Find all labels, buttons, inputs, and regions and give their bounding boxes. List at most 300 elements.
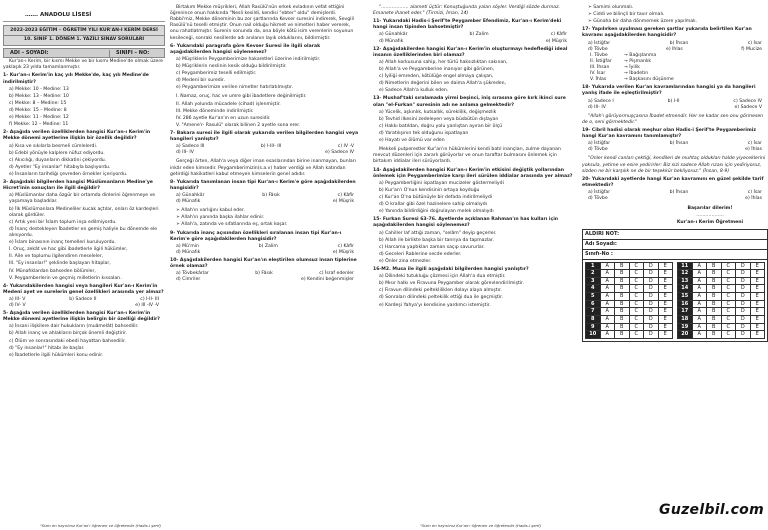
answer-bubble[interactable]: A — [692, 323, 707, 331]
option-list — [3, 247, 165, 282]
option-list — [373, 181, 573, 216]
question-6: 6- Yukarıdaki paragrafa göre Kevser Suresi ile ilgili olarak aşağıdakilerden hangisi söylenemez? — [170, 43, 321, 55]
answer-bubble[interactable]: C — [629, 331, 644, 339]
answer-bubble[interactable]: A — [692, 308, 707, 316]
answer-number: 12 — [678, 270, 693, 278]
answer-bubble[interactable]: D — [644, 262, 659, 270]
answer-bubble[interactable]: E — [750, 293, 765, 301]
option-row — [373, 32, 573, 44]
option-item: e) Önler zina etmezler. — [379, 258, 432, 264]
option-item: c) Kâfir — [337, 243, 354, 249]
option-item: e) Kardeşi Yahya'yı kendisine yardımcı istemiştir. — [379, 302, 491, 308]
answer-number: 19 — [678, 323, 693, 331]
answer-bubble[interactable]: E — [658, 262, 673, 270]
answer-bubble[interactable]: D — [736, 331, 751, 339]
option-row — [170, 193, 360, 205]
answer-bubble[interactable]: E — [658, 300, 673, 308]
match-item: I. Tövbe — [590, 52, 608, 58]
option-item: a) Günahkâr — [379, 32, 408, 38]
option-item: V. "Amene'r- Rasulü" olarak bilinen 2 ayetle sona erer. — [176, 122, 301, 128]
answer-bubble[interactable]: E — [658, 331, 673, 339]
option-item: e) Sadece Allah'a kulluk eden. — [379, 88, 449, 94]
option-item: b) Kur'an'ı O'nun kendisinin ortaya koyduğu — [379, 187, 480, 193]
option-list — [3, 193, 165, 246]
answer-bubble[interactable]: A — [692, 262, 707, 270]
option-item: e) İslam binasının inanç temelleri kuruluyordu. — [9, 240, 116, 246]
option-item: IV. Münafıklardan bahseden bölümler, — [9, 268, 96, 274]
answer-number: 4 — [586, 285, 601, 293]
option-item: c) Kur'an O'na bütünüyle bir defada indirilmeliydi — [379, 194, 493, 200]
option-item: a) Peygamberliğini ispatlayan mucizeler göstermeliydi — [379, 180, 504, 186]
answer-bubble[interactable]: B — [615, 315, 630, 323]
answer-bubble[interactable]: C — [629, 277, 644, 285]
option-item: e) Müşrik — [332, 199, 354, 205]
option-item: e) İbadetlerle ilgili hükümleri konu edinir. — [9, 352, 104, 358]
match-item: → Bağışlanma — [624, 52, 657, 58]
school-title: ……. ANADOLU LİSESİ — [3, 6, 165, 22]
answer-bubble[interactable]: A — [600, 293, 615, 301]
option-item: a) Günahkâr — [176, 192, 205, 198]
answer-bubble[interactable]: A — [692, 293, 707, 301]
option-item: II. Aile ve toplumu ilgilendiren meseleler, — [9, 254, 104, 260]
question-19: 19- Cibril hadisi olarak meşhur olan Hadis-i Şerif'te Peygamberimiz hangi Kur'an kavramını tanımlamıştır? — [582, 127, 757, 140]
option-item: d) Mekke: 15 – Medine: 8 — [9, 107, 67, 113]
answer-bubble[interactable]: A — [600, 300, 615, 308]
exam-line: 10. SINIF 1. DÖNEM 1. YAZILI SINAV SORULARI — [23, 37, 145, 43]
option-item: e) Sadece IV — [325, 150, 354, 156]
option-item: V. Peygamberlerin ve geçmiş milletlerin kıssaları. — [9, 275, 122, 281]
option-item: ➢ Samimi olunmalı. — [588, 5, 634, 10]
answer-bubble[interactable]: C — [721, 277, 736, 285]
name-row — [3, 48, 165, 58]
answer-number: 16 — [678, 300, 693, 308]
option-item: d) III- IV — [176, 150, 194, 156]
option-row — [170, 244, 360, 256]
option-item: a) Sadece III — [176, 144, 205, 150]
option-item: c) Kâfir — [550, 32, 567, 38]
answer-bubble[interactable]: E — [750, 323, 765, 331]
option-item: c) Kâfir — [337, 192, 354, 198]
option-item: b) Fâsık — [262, 192, 280, 198]
option-item: a) İstiğfar — [588, 141, 611, 147]
option-item: e) Hayatı ve ölümü var eden — [379, 138, 445, 144]
option-item: b) Allah inanç ve ahlakların birçok önemli değiştirir. — [9, 331, 128, 337]
answer-bubble[interactable]: D — [736, 277, 751, 285]
option-item: b) Zalim — [258, 243, 278, 249]
answer-bubble[interactable]: C — [721, 323, 736, 331]
option-list — [373, 231, 573, 266]
answer-bubble[interactable]: D — [736, 300, 751, 308]
option-item: e) İnsanların tarihdiğı çevreden örnekler içeriyordu. — [9, 171, 128, 177]
option-item: b) Zalim — [469, 32, 489, 38]
answer-bubble[interactable]: B — [707, 277, 722, 285]
option-item: b) Sadece II — [69, 296, 97, 302]
answer-number: 8 — [586, 315, 601, 323]
answer-bubble[interactable]: E — [750, 277, 765, 285]
answer-bubble[interactable]: E — [658, 270, 673, 278]
answer-bubble[interactable]: A — [692, 315, 707, 323]
option-item: e) İhlas — [745, 147, 762, 153]
option-item: III. Mekke döneminde indirilmiştir. — [176, 108, 254, 114]
quote-19: "Allah'ı görüyormuşçasına İbadet etmendir. Her ne kadar sen onu görmesen de o, seni görmektedir." — [582, 113, 764, 125]
answer-bubble[interactable]: B — [615, 323, 630, 331]
question-4: 4- Yukarıdakilerden hangisi veya hangileri Kur'an-ı Kerim'in Medeni ayet ve surelerin genel özellikleri arasında yer almaz? — [3, 283, 164, 295]
question-2: 2- Aşağıda verilen özelliklerden hangisi Kur'an-ı Kerim'in Mekke dönemi ayetlerine ilişkin bir özellik değildir? — [3, 130, 151, 142]
option-item: I. Namaz, oruç, hac ve umre gibi ibadetlere değinilmiştir. — [176, 94, 307, 100]
answer-bubble[interactable]: B — [615, 331, 630, 339]
answer-number: 11 — [678, 262, 693, 270]
intro-14: Mekkeli putperestler Kur'an'ın hükümlerini kendi batıl inançları, zulme dayanan mevcut düzenleri için zararlı görüyorlar ve onun taraftar bulmasını önlemek için birtakım iddialar ileri sürüyorlardı. — [373, 147, 561, 165]
option-item: II. Allah yolunda mücadele (cihad) işlenmiştir. — [176, 101, 281, 107]
option-item: ➢ Allah'ın varlığını kabul eder. — [176, 208, 245, 214]
question-18: 18- Yukarıda verilen Kur'an kavramlarından hangisi ya da hangileri yanlış ifade ile eşleştirilmiştir? — [582, 85, 756, 97]
option-item: e) Müşrik — [545, 38, 567, 44]
answer-bubble[interactable]: E — [658, 323, 673, 331]
answer-bubble[interactable]: D — [736, 323, 751, 331]
answer-bubble[interactable]: B — [707, 270, 722, 278]
answer-number: 14 — [678, 285, 693, 293]
answer-bubble[interactable]: A — [600, 285, 615, 293]
watermark: Guzelbil.com — [659, 502, 764, 518]
option-item: a) Müslümanlar daha özgür bir ortamda dinlerini öğrenmeye ve yaşamaya başladılar. — [9, 193, 156, 205]
answer-bubble[interactable]: A — [600, 315, 615, 323]
option-item: b) Mekke: 13 - Medine: 10 — [9, 93, 69, 99]
option-item: a) İstiğfar — [588, 189, 611, 195]
answer-bubble[interactable]: D — [644, 300, 659, 308]
answer-number: 18 — [678, 315, 693, 323]
option-item: ➢ Allah'ın yanında başka ilahlar edinir. — [176, 215, 265, 221]
match-item: III. İhsan — [590, 64, 610, 70]
option-item: e) Yanında bildirdiğini doğrulayan melek olmalıydı — [379, 209, 494, 215]
answer-bubble[interactable]: E — [658, 308, 673, 316]
question-14: 14- Aşağıdakilerden hangisi Kur'an-ı Kerim'in etkisini değiştik yollarından önlemek için Peygamberimize karşı ileri sürülen iddialar arasında yer almaz? — [373, 167, 573, 179]
answer-bubble[interactable]: B — [615, 300, 630, 308]
option-row — [170, 271, 360, 283]
option-item: c) İsar — [747, 40, 762, 46]
answer-bubble[interactable]: B — [615, 293, 630, 301]
answer-bubble[interactable]: B — [707, 293, 722, 301]
answer-bubble[interactable]: D — [644, 277, 659, 285]
option-item: a) Allah korkusuna sahip, her türlü haksızlıktan sakınan, — [379, 59, 508, 65]
option-item: b) Mısır halkı ve Firavuna Peygamber olarak görevlendirilmiştir. — [379, 281, 524, 287]
intro-8: Gerçeği örten, Allah'a veya diğer iman esaslarından birine inanmayan, bunları inkâr eden kimsedir. Peygamberimizin(s.a.v) haber verdiği ve Allah katından getirdiği hakikatleri kabul etmeyen kimselerin genel adıdır. — [170, 159, 356, 177]
answer-bubble[interactable]: D — [644, 285, 659, 293]
option-item: d) IV- V — [9, 303, 26, 309]
grid-class-label: Sınıfı-No : — [583, 250, 767, 260]
answer-bubble[interactable]: A — [600, 270, 615, 278]
answer-bubble[interactable]: E — [750, 262, 765, 270]
answer-bubble[interactable]: A — [692, 300, 707, 308]
option-item: f) Mekke: 12 – Medine: 11 — [9, 122, 69, 128]
option-row — [582, 99, 768, 111]
quote-20: "Onler kendi canları çektiği, kendileri de muhtaç oldukları halde yiyeceklerini yoksula, yetime ve esire yedirirler: Biz sizi sadece Allah rızası için yediriyoruz, sizden ne bir karşılık ne de bir teşekkür bekliyoruz." (İnsan, 8-9) — [582, 156, 766, 174]
option-list — [373, 60, 573, 95]
option-item: b) I-II — [667, 98, 680, 104]
option-item: d) Tövbe — [588, 46, 608, 52]
answer-bubble[interactable]: D — [736, 285, 751, 293]
option-item: d) Geceleri Rablerine secde ederler. — [379, 251, 462, 257]
option-item: e) Ihlas — [666, 46, 683, 52]
exam-header — [3, 25, 165, 46]
answer-bubble[interactable]: C — [629, 300, 644, 308]
question-1: 1- Kur'an-ı Kerim'in kaç yılı Mekke'de, kaç yılı Medine'de indirilmiştir? — [3, 73, 149, 85]
answer-bubble[interactable]: C — [721, 331, 736, 339]
option-list — [170, 94, 360, 129]
option-item: b) İlk Müslümanlara Medineliler kucak açtılar, onları öz kardeşleri olarak gördüler. — [9, 206, 159, 218]
answer-bubble[interactable]: D — [736, 262, 751, 270]
option-item: I. Oruç, zekât ve hac gibi ibadetlerle ilgili hükümler, — [9, 247, 128, 253]
answer-bubble[interactable]: C — [721, 300, 736, 308]
answer-bubble[interactable]: B — [707, 308, 722, 316]
answer-bubble[interactable]: B — [615, 285, 630, 293]
answer-bubble[interactable]: D — [644, 308, 659, 316]
question-3: 3- Aşağıdaki bilgilerden hangisi Müslümanların Medine'ye Hicret'inin sonuçları ile ilgili değildir? — [3, 180, 153, 192]
answer-grid — [582, 229, 768, 342]
option-item: c) Harcama yaptıkları zaman saçıp savururlar. — [379, 244, 485, 250]
option-item: a) İnsani ilişkilere dair hukukların (muâmelât) bahsedilir. — [9, 324, 139, 330]
question-10: 10- Aşağıdakilerden hangisi Kur'an'ın eleştirilen olumsuz insan tiplerine örnek olamaz? — [170, 257, 357, 270]
closing-text: Başarılar dilerim! — [687, 206, 733, 212]
year-line: 2022-2023 EĞİTİM – ÖĞRETİM YILI KUR'AN-I KERİM DERSİ — [4, 27, 164, 36]
answer-bubble[interactable]: C — [629, 315, 644, 323]
answer-bubble[interactable]: A — [600, 277, 615, 285]
answer-number: 13 — [678, 277, 693, 285]
option-item: b) İhsan — [669, 141, 689, 147]
answer-bubble[interactable]: E — [658, 285, 673, 293]
match-item: IV. İsar — [590, 71, 606, 77]
question-20: 20- Yukarıdaki ayetlerde hangi Kur'an kavramını en güzel şekilde tarif etmektedir? — [582, 176, 764, 188]
option-list — [170, 57, 360, 92]
answer-bubble[interactable]: E — [658, 293, 673, 301]
option-item: d) Tövbe — [588, 196, 608, 202]
option-item: b) I-III- III — [260, 144, 282, 150]
answer-bubble[interactable]: B — [707, 262, 722, 270]
match-item: → Pişmanlık — [624, 58, 652, 64]
answer-bubble[interactable]: B — [615, 308, 630, 316]
teacher-dots: ……………… — [696, 213, 724, 219]
option-item: e) Sadece V — [734, 104, 762, 110]
option-item: c) İyiliği emreden, kötülüğe engel olmaya çalışan, — [379, 74, 494, 80]
option-item: c) İsraf edenler — [319, 271, 354, 277]
answer-bubble[interactable]: B — [615, 277, 630, 285]
answer-bubble[interactable]: C — [629, 308, 644, 316]
option-item: c) Akıcılığı, duyanların dikkatini çekiyordu. — [9, 157, 107, 163]
option-item: d) III- IV — [588, 104, 606, 110]
answer-bubble[interactable]: D — [644, 270, 659, 278]
option-item: b) Allah ile birlikte başka bir tanrıya da tapmazlar. — [379, 237, 494, 243]
option-item: a) Tövbekârlar — [176, 271, 209, 277]
column-3 — [373, 0, 573, 520]
name-label: ADI – SOYADI: — [10, 49, 49, 56]
answer-number: 6 — [586, 300, 601, 308]
answer-bubble[interactable]: C — [629, 285, 644, 293]
footer-left: "Sizin en hayırlınız Kur'an'ı öğrenen ve öğretendir (Hadis-i şerif) — [40, 523, 161, 528]
answer-bubble[interactable]: C — [629, 262, 644, 270]
option-item: b) Müşriklerin neslinin kesik olduğu bildirilmiştir. — [176, 63, 287, 69]
answer-bubble[interactable]: B — [707, 323, 722, 331]
option-item: d) Sonraları dilindeki peltekilik ettiği dua ile geçmiştir. — [379, 295, 503, 301]
option-item: d) Münafık — [176, 249, 201, 255]
option-item: c) IV -V — [337, 144, 354, 150]
answer-number: 17 — [678, 308, 693, 316]
option-item: e) Mekke: 11 - Medine: 12 — [9, 115, 69, 121]
answer-bubble[interactable]: D — [736, 293, 751, 301]
option-item: a) Müşriklerin Peygamberimize hakaretleri üzerine indirilmiştir. — [176, 56, 321, 62]
answer-bubble[interactable]: A — [600, 308, 615, 316]
answer-bubble[interactable]: A — [600, 331, 615, 339]
question-16: 16-M2. Musa ile ilgili aşağıdaki bilgilerden hangisi yanlıştır? — [373, 267, 529, 273]
answer-bubble[interactable]: D — [736, 308, 751, 316]
option-list — [373, 274, 573, 309]
answer-bubble[interactable]: C — [721, 262, 736, 270]
question-8: 8- Yukarıda tanımlanan insan tipi Kur'an-ı Kerim'e göre aşağıdakilerden hangisidir? — [170, 179, 356, 191]
question-7: 7- Bakara suresi ile ilgili olarak yukarıda verilen bilgilerden hangisi veya hangileri yanlıştır? — [170, 130, 359, 143]
answer-bubble[interactable]: A — [692, 285, 707, 293]
answer-bubble[interactable]: D — [644, 315, 659, 323]
match-item: → İbadetin — [624, 71, 649, 77]
answer-number: 10 — [586, 331, 601, 339]
option-item: c) İsar — [747, 141, 762, 147]
answer-bubble[interactable]: C — [721, 270, 736, 278]
option-item: e) İhlas — [745, 196, 762, 202]
option-row — [170, 144, 360, 156]
option-list — [582, 5, 768, 25]
answer-number: 9 — [586, 323, 601, 331]
answer-bubble[interactable]: D — [644, 323, 659, 331]
option-item: ➢ Allah'a, zatında ve sıfatlarında eş, ortak koşar. — [176, 222, 288, 228]
option-list — [3, 324, 165, 359]
option-item: d) Münafık — [176, 199, 201, 205]
option-list — [170, 208, 360, 228]
answer-bubble[interactable]: D — [736, 315, 751, 323]
option-item: c) Mekke: 8 – Medine: 15 — [9, 100, 67, 106]
option-item: b) İhsan — [669, 40, 689, 46]
intro-11: "……………… alameti üçtür: Konuştuğunda yalan söyler. Verdiği sözde durmaz. Emanete ihanet eder." (Tirmizi, İman, 14) — [373, 5, 560, 17]
answer-table-left — [585, 262, 673, 339]
answer-bubble[interactable]: A — [692, 331, 707, 339]
answer-bubble[interactable]: D — [644, 293, 659, 301]
option-item: a) İstiğfar — [588, 40, 611, 46]
option-item: c) İsar — [747, 189, 762, 195]
answer-bubble[interactable]: A — [600, 323, 615, 331]
answer-bubble[interactable]: B — [707, 300, 722, 308]
option-list — [3, 87, 165, 129]
answer-bubble[interactable]: B — [615, 270, 630, 278]
answer-bubble[interactable]: E — [658, 315, 673, 323]
question-15: 15- Furkan Suresi 63-76. Ayetlerde açıklanan Rahman'ın has kulları için aşağıdakilerden hangisi söylenemez? — [373, 217, 559, 229]
intro-6: Birtakım Mekke müşrikleri, Allah Rasülü'nün erkek evladının vefat ettiğini öğrenince onun hakkında "Nesli kesildi, kendisi "ebter" oldu" demişlerdi. Rabbi'miz, Mekke döneminin bu zor şartlarında Kevser suresini indirerek, Sevgili Rasülü'nü teselli etmiştir. Onun nail olduğu hikmet ve nimetleri haber vererek, onu rahatlatmıştır. Surenin sonunda da, ona böyle kötü isim verenlerin soyunun kesileceği, sonraki nesillerde adı anılanın layık olduklarını, bildirmiştir. — [170, 5, 355, 41]
option-item: b) Fâsık — [255, 271, 273, 277]
option-item: b) Edebî yönüyle kalplere nüfuz ediyordu. — [9, 150, 105, 156]
answer-bubble[interactable]: B — [707, 331, 722, 339]
column-1 — [0, 6, 165, 526]
option-item: d) O krallar gibi özel hazinelere sahip olmalıydı — [379, 202, 487, 208]
answer-bubble[interactable]: E — [750, 331, 765, 339]
answer-bubble[interactable]: E — [750, 315, 765, 323]
option-row — [582, 141, 768, 153]
match-item: V. İhlas — [590, 77, 607, 83]
option-item: d) Yaratılışının tek olduğunu ispatlayan — [379, 130, 469, 136]
option-item: e) Müşrik — [332, 249, 354, 255]
option-item: b) Allah'a ve Peygamberine inanıyor gibi görünen, — [379, 66, 495, 72]
intro-1: Kur'an-ı Kerim, bir kısmı Mekke ve bir kısmı Medine'de olmak üzere yaklaşık 23 yılda tamamlanmıştır. — [3, 59, 163, 71]
option-item: c) I-II- III — [140, 296, 159, 302]
answer-bubble[interactable]: E — [658, 277, 673, 285]
answer-bubble[interactable]: C — [629, 293, 644, 301]
option-item: c) Artık yeni bir İslam toplum inşa edilmiyordu. — [9, 219, 117, 225]
answer-bubble[interactable]: C — [629, 323, 644, 331]
answer-bubble[interactable]: A — [692, 277, 707, 285]
option-item: c) Sadece IV — [733, 98, 762, 104]
answer-number: 5 — [586, 293, 601, 301]
option-item: ➢ Günaha bir daha dönmemek üzere yapılmalı. — [588, 19, 698, 25]
option-item: d) Ayetler "Ey insanlar" hitabıyla başlıyordu. — [9, 164, 111, 170]
option-item: f) Mucize — [741, 46, 762, 52]
option-item: e) Peygamberimize verilen nimetler hatırlatılmıştır. — [176, 85, 294, 91]
option-item: d) Cimriler — [176, 277, 201, 283]
match-item: → Başkasını düşünme — [624, 77, 674, 83]
option-item: ➢ Ciddi ve bilinçli bir tavır olmalı. — [588, 12, 665, 18]
option-item: e) Kendini beğenmişler — [301, 277, 354, 283]
option-item: b) Tevhid ilkesini zedeleyen veya büsbütün dışlayan — [379, 116, 499, 122]
matching-list — [582, 53, 768, 84]
answer-bubble[interactable]: B — [707, 315, 722, 323]
answer-number: 15 — [678, 293, 693, 301]
option-item: a) Yücelik, aşkınlık, kutsallık, süreklilik, değişmezlik — [379, 109, 497, 115]
option-row — [3, 297, 165, 309]
option-item: d) Münafık — [379, 38, 404, 44]
option-row — [582, 190, 768, 202]
question-12: 12- Aşağıdakilerden hangisi Kur'an-ı Kerim'in oluşturmayı hedeflediği ideal insanın özelliklerinden biri olamaz? — [373, 46, 568, 58]
answer-bubble[interactable]: A — [600, 262, 615, 270]
class-label: SINIFI – NO: — [109, 50, 164, 57]
question-5: 5- Aşağıda verilen özelliklerden hangisi Kur'an-ı Kerim'in Mekke dönemi ayetlerine ilişkin belirgin bir özelliği değildir? — [3, 311, 160, 323]
option-item: a) Mü'min — [176, 243, 199, 249]
option-item: IV. 286 ayetle Kur'an'ın en uzun suresidir. — [176, 115, 271, 121]
option-list — [373, 110, 573, 145]
option-item: a) Mekke: 10 - Medine: 13 — [9, 86, 69, 92]
question-9: 9- Yukarıda inanç açısından özellikleri sıralanan insan tipi Kur'an-ı Kerim'e göre aşağıdakilerden hangisidir? — [170, 230, 342, 242]
answer-bubble[interactable]: A — [692, 270, 707, 278]
question-17: 17- Yapılırken uyulması gereken şartlar yukarıda belirtilen Kur'an kavramı aşağıdakilerden hangisidir? — [582, 27, 752, 39]
answer-bubble[interactable]: C — [629, 270, 644, 278]
answer-bubble[interactable]: C — [721, 308, 736, 316]
answer-bubble[interactable]: C — [721, 285, 736, 293]
answer-bubble[interactable]: E — [750, 300, 765, 308]
option-item: d) Nimetlerin değerini bilen ve daima Allah'a şükreden, — [379, 81, 507, 87]
match-item: II. İstiğfar — [590, 58, 612, 64]
option-item: d) İnanç destekleyen İbadetler en gemiş haliyle bu dönemde ele alınıyordu. — [9, 226, 158, 238]
answer-bubble[interactable]: B — [615, 262, 630, 270]
answer-bubble[interactable]: B — [707, 285, 722, 293]
question-13: 13- Mushaf'taki sıralamada yirmi beşinci, iniş sırasına göre kırk ikinci sure olan "el-Furkan" suresinin adı ne anlama gelmektedir? — [373, 96, 566, 108]
option-item: e) III -IV -V — [135, 303, 159, 309]
option-item: a) III- V — [9, 296, 26, 302]
grid-name-label: Adı Soyadı: — [583, 240, 767, 250]
answer-bubble[interactable]: E — [750, 308, 765, 316]
answer-number: 7 — [586, 308, 601, 316]
answer-bubble[interactable]: D — [644, 331, 659, 339]
answer-bubble[interactable]: C — [721, 315, 736, 323]
option-item: c) Hakkı batıldan, doğru yolu yanlıştan ayıran bir ölçü — [379, 123, 503, 129]
answer-bubble[interactable]: C — [721, 293, 736, 301]
answer-number: 1 — [586, 262, 601, 270]
answer-bubble[interactable]: E — [750, 285, 765, 293]
answer-bubble[interactable]: E — [750, 270, 765, 278]
option-list — [3, 144, 165, 179]
answer-bubble[interactable]: D — [736, 270, 751, 278]
grid-title: ALDIRI NOT: — [583, 230, 767, 240]
